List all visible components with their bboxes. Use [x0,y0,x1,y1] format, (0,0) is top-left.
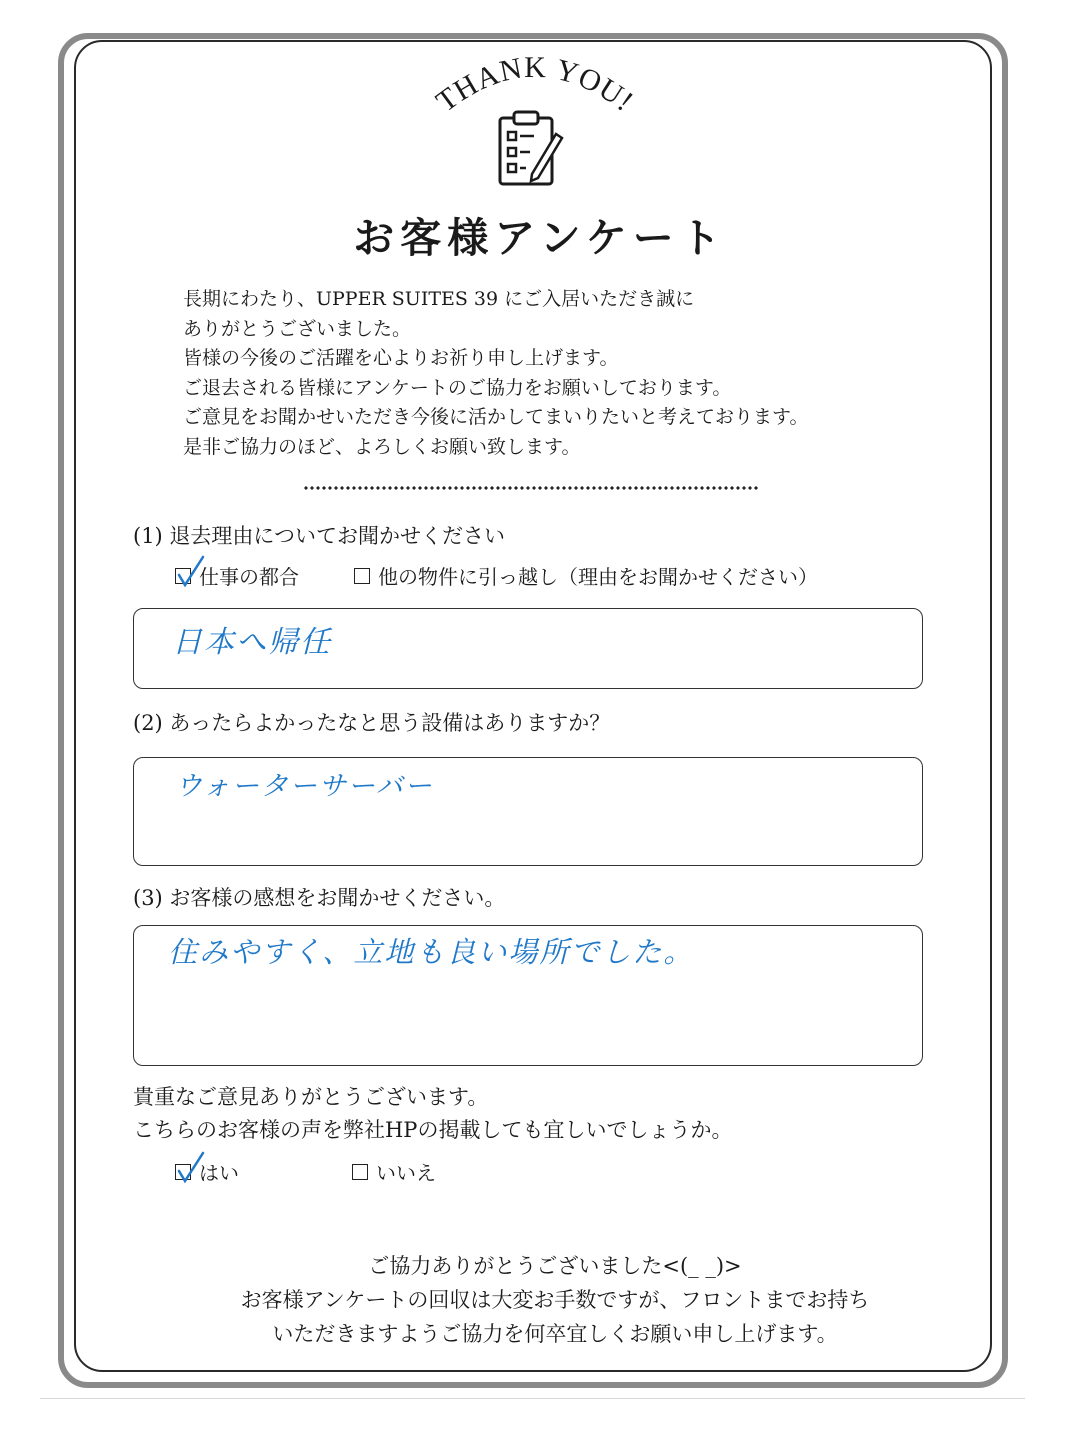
checkbox-work[interactable] [175,568,191,584]
option-work-label: 仕事の都合 [199,565,299,589]
option-move-label: 他の物件に引っ越し（理由をお聞かせください） [378,565,818,589]
intro-line: 長期にわたり、UPPER SUITES 39 にご入居いただき誠に [183,288,695,310]
checkmark-icon [176,555,206,589]
intro-line: ご退去される皆様にアンケートのご協力をお願いしております。 [183,376,732,399]
intro-line: ありがとうございました。 [183,317,412,340]
answer-1-handwriting: 日本へ帰任 [172,625,332,660]
answer-2-handwriting: ウォーターサーバー [175,771,434,802]
q1-option-work[interactable] [175,561,299,590]
intro-line: 皆様の今後のご活躍を心よりお祈り申し上げます。 [183,347,619,369]
thank-you-text: THANK YOU! [430,50,641,119]
intro-line: ご意見をお聞かせいただき今後に活かしてまいりたいと考えております。 [183,406,809,428]
checkmark-icon [176,1151,206,1185]
question-1-label: (1) 退去理由についてお聞かせください [133,524,506,548]
q1-option-move[interactable] [354,561,818,590]
closing-line-2: お客様アンケートの回収は大変お手数ですが、フロントまでお持ち [240,1288,870,1312]
option-yes-label: はい [199,1161,239,1185]
question-3-label: (3) お客様の感想をお聞かせください。 [133,886,506,910]
closing-line-3: いただきますようご協力を何卒宜しくお願い申し上げます。 [272,1322,838,1346]
clipboard-checklist-icon [494,108,566,188]
checkbox-move[interactable] [354,568,370,584]
checkbox-yes[interactable] [175,1164,191,1180]
question-2-label: (2) あったらよかったなと思う設備はありますか？ [133,711,611,735]
consent-option-yes[interactable] [175,1157,239,1186]
intro-text [183,285,808,462]
thanks-message: 貴重なご意見ありがとうございます。 [133,1085,489,1109]
survey-title: お客様アンケート [353,214,727,262]
scan-edge-line [40,1398,1025,1399]
consent-option-no[interactable] [352,1157,436,1186]
consent-question: こちらのお客様の声を弊社HPの掲載しても宜しいでしょうか。 [133,1118,733,1142]
option-no-label: いいえ [376,1161,436,1185]
checkbox-no[interactable] [352,1164,368,1180]
intro-line: 是非ご協力のほど、よろしくお願い致します。 [183,435,581,458]
answer-3-handwriting: 住みやすく、立地も良い場所でした。 [168,935,695,969]
closing-line-1: ご協力ありがとうございました<(_ _)> [368,1254,742,1278]
dotted-divider [303,486,758,490]
